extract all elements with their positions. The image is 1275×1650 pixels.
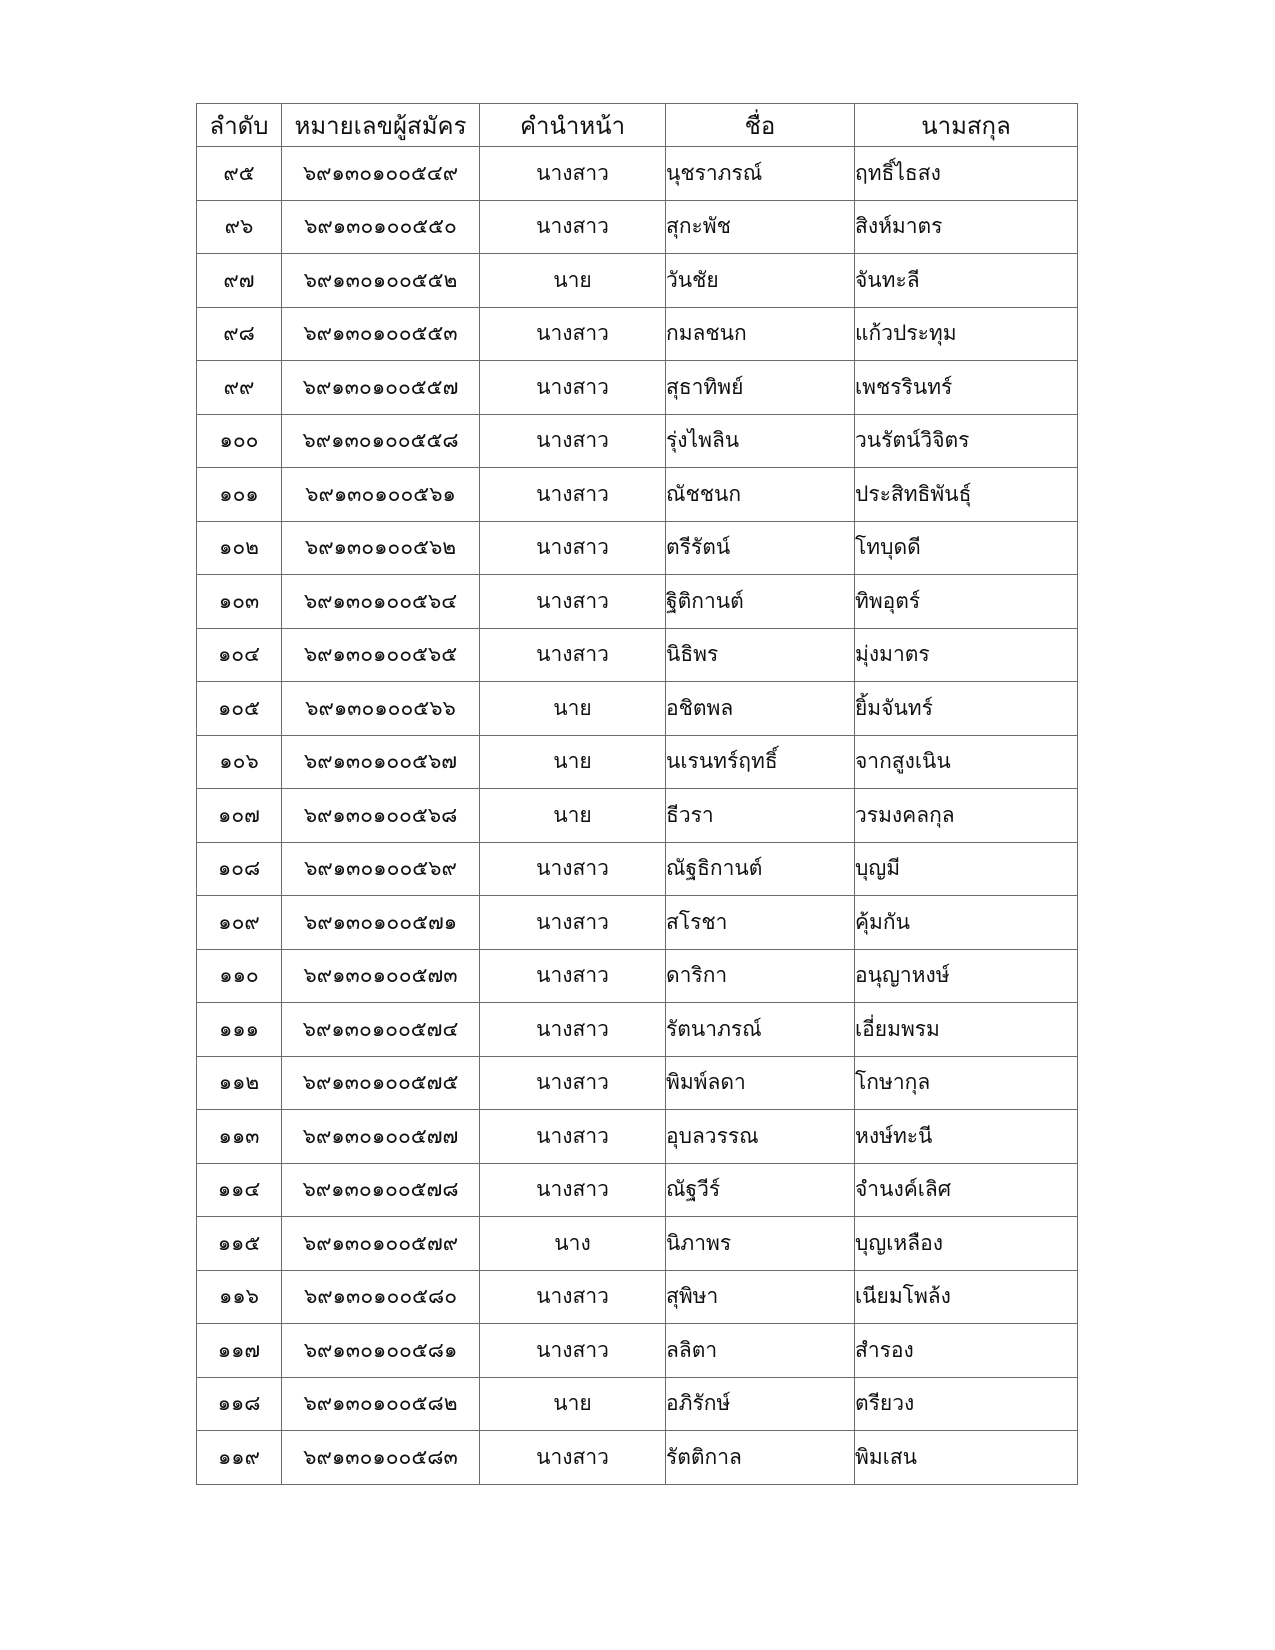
last-name-cell: มุ่งมาตร — [855, 628, 1078, 682]
title-cell: นางสาว — [480, 1431, 666, 1485]
first-name-cell: นเรนทร์ฤทธิ์ — [666, 735, 855, 789]
table-row — [197, 735, 1078, 789]
order-cell: ๑๐๘ — [197, 842, 282, 896]
first-name-cell: นิภาพร — [666, 1217, 855, 1271]
first-name-cell: สุธาทิพย์ — [666, 361, 855, 415]
title-cell: นางสาว — [480, 575, 666, 629]
applicant-number-cell: ๖๙๑๓๐๑๐๐๕๖๘ — [282, 789, 480, 843]
title-cell: นางสาว — [480, 147, 666, 201]
applicant-number-cell: ๖๙๑๓๐๑๐๐๕๕๓ — [282, 307, 480, 361]
table-row — [197, 1003, 1078, 1057]
applicant-number-cell: ๖๙๑๓๐๑๐๐๕๗๕ — [282, 1056, 480, 1110]
applicant-number-cell: ๖๙๑๓๐๑๐๐๕๕๗ — [282, 361, 480, 415]
last-name-cell: เอี่ยมพรม — [855, 1003, 1078, 1057]
order-cell: ๑๑๕ — [197, 1217, 282, 1271]
applicant-number-cell: ๖๙๑๓๐๑๐๐๕๗๙ — [282, 1217, 480, 1271]
title-cell: นางสาว — [480, 628, 666, 682]
table-header-row — [197, 104, 1078, 147]
first-name-cell: สุกะพัช — [666, 200, 855, 254]
order-cell: ๑๐๕ — [197, 682, 282, 736]
applicant-number-cell: ๖๙๑๓๐๑๐๐๕๘๓ — [282, 1431, 480, 1485]
first-name-cell: ดาริกา — [666, 949, 855, 1003]
applicant-number-cell: ๖๙๑๓๐๑๐๐๕๗๓ — [282, 949, 480, 1003]
table-row — [197, 307, 1078, 361]
order-cell: ๑๑๑ — [197, 1003, 282, 1057]
title-cell: นาย — [480, 1377, 666, 1431]
applicant-number-cell: ๖๙๑๓๐๑๐๐๕๗๗ — [282, 1110, 480, 1164]
last-name-cell: ทิพอุตร์ — [855, 575, 1078, 629]
last-name-cell: คุ้มกัน — [855, 896, 1078, 950]
applicant-number-cell: ๖๙๑๓๐๑๐๐๕๖๙ — [282, 842, 480, 896]
applicant-number-cell: ๖๙๑๓๐๑๐๐๕๕๐ — [282, 200, 480, 254]
first-name-cell: ณัฐธิกานต์ — [666, 842, 855, 896]
title-cell: นางสาว — [480, 842, 666, 896]
title-cell: นาย — [480, 254, 666, 308]
first-name-cell: สุพิษา — [666, 1270, 855, 1324]
header-title: คำนำหน้า — [480, 104, 666, 147]
first-name-cell: นุชราภรณ์ — [666, 147, 855, 201]
applicant-number-cell: ๖๙๑๓๐๑๐๐๕๖๕ — [282, 628, 480, 682]
first-name-cell: สโรชา — [666, 896, 855, 950]
table-row — [197, 789, 1078, 843]
first-name-cell: อุบลวรรณ — [666, 1110, 855, 1164]
table-body — [197, 147, 1078, 1485]
order-cell: ๑๑๗ — [197, 1324, 282, 1378]
table-row — [197, 1270, 1078, 1324]
first-name-cell: รัตติกาล — [666, 1431, 855, 1485]
last-name-cell: อนุญาหงษ์ — [855, 949, 1078, 1003]
title-cell: นางสาว — [480, 896, 666, 950]
header-last-name: นามสกุล — [855, 104, 1078, 147]
table-row — [197, 842, 1078, 896]
order-cell: ๑๑๖ — [197, 1270, 282, 1324]
order-cell: ๑๐๖ — [197, 735, 282, 789]
title-cell: นาง — [480, 1217, 666, 1271]
last-name-cell: บุญเหลือง — [855, 1217, 1078, 1271]
table-row — [197, 361, 1078, 415]
last-name-cell: โทบุดดี — [855, 521, 1078, 575]
order-cell: ๑๑๐ — [197, 949, 282, 1003]
applicant-number-cell: ๖๙๑๓๐๑๐๐๕๘๑ — [282, 1324, 480, 1378]
table-row — [197, 1431, 1078, 1485]
last-name-cell: วรมงคลกุล — [855, 789, 1078, 843]
title-cell: นางสาว — [480, 414, 666, 468]
title-cell: นางสาว — [480, 1110, 666, 1164]
first-name-cell: อชิตพล — [666, 682, 855, 736]
title-cell: นาย — [480, 682, 666, 736]
first-name-cell: ตรีรัตน์ — [666, 521, 855, 575]
table-row — [197, 1163, 1078, 1217]
last-name-cell: พิมเสน — [855, 1431, 1078, 1485]
last-name-cell: เนียมโพล้ง — [855, 1270, 1078, 1324]
first-name-cell: พิมพ์ลดา — [666, 1056, 855, 1110]
order-cell: ๑๐๗ — [197, 789, 282, 843]
table-row — [197, 414, 1078, 468]
table-row — [197, 896, 1078, 950]
title-cell: นางสาว — [480, 200, 666, 254]
first-name-cell: รุ่งไพลิน — [666, 414, 855, 468]
applicant-number-cell: ๖๙๑๓๐๑๐๐๕๖๗ — [282, 735, 480, 789]
table-row — [197, 254, 1078, 308]
title-cell: นางสาว — [480, 1324, 666, 1378]
table-row — [197, 949, 1078, 1003]
title-cell: นางสาว — [480, 1003, 666, 1057]
last-name-cell: จำนงค์เลิศ — [855, 1163, 1078, 1217]
last-name-cell: แก้วประทุม — [855, 307, 1078, 361]
order-cell: ๑๐๐ — [197, 414, 282, 468]
last-name-cell: สิงห์มาตร — [855, 200, 1078, 254]
first-name-cell: ฐิติกานต์ — [666, 575, 855, 629]
applicant-number-cell: ๖๙๑๓๐๑๐๐๕๖๖ — [282, 682, 480, 736]
title-cell: นางสาว — [480, 949, 666, 1003]
applicant-number-cell: ๖๙๑๓๐๑๐๐๕๖๔ — [282, 575, 480, 629]
order-cell: ๑๐๙ — [197, 896, 282, 950]
order-cell: ๑๑๔ — [197, 1163, 282, 1217]
title-cell: นาย — [480, 735, 666, 789]
order-cell: ๙๕ — [197, 147, 282, 201]
applicant-number-cell: ๖๙๑๓๐๑๐๐๕๗๘ — [282, 1163, 480, 1217]
first-name-cell: อภิรักษ์ — [666, 1377, 855, 1431]
applicant-number-cell: ๖๙๑๓๐๑๐๐๕๖๒ — [282, 521, 480, 575]
table-row — [197, 521, 1078, 575]
title-cell: นาย — [480, 789, 666, 843]
table-row — [197, 1056, 1078, 1110]
applicant-number-cell: ๖๙๑๓๐๑๐๐๕๕๘ — [282, 414, 480, 468]
table-row — [197, 200, 1078, 254]
last-name-cell: บุญมี — [855, 842, 1078, 896]
order-cell: ๑๐๓ — [197, 575, 282, 629]
applicant-number-cell: ๖๙๑๓๐๑๐๐๕๖๑ — [282, 468, 480, 522]
table-row — [197, 628, 1078, 682]
last-name-cell: เพชรรินทร์ — [855, 361, 1078, 415]
last-name-cell: จันทะลี — [855, 254, 1078, 308]
last-name-cell: จากสูงเนิน — [855, 735, 1078, 789]
table-row — [197, 147, 1078, 201]
title-cell: นางสาว — [480, 1056, 666, 1110]
order-cell: ๙๗ — [197, 254, 282, 308]
order-cell: ๙๘ — [197, 307, 282, 361]
order-cell: ๑๐๒ — [197, 521, 282, 575]
order-cell: ๑๐๔ — [197, 628, 282, 682]
last-name-cell: ยิ้มจันทร์ — [855, 682, 1078, 736]
applicant-number-cell: ๖๙๑๓๐๑๐๐๕๕๒ — [282, 254, 480, 308]
last-name-cell: ฤทธิ์ไธสง — [855, 147, 1078, 201]
title-cell: นางสาว — [480, 307, 666, 361]
last-name-cell: สำรอง — [855, 1324, 1078, 1378]
first-name-cell: กมลชนก — [666, 307, 855, 361]
title-cell: นางสาว — [480, 361, 666, 415]
last-name-cell: หงษ์ทะนี — [855, 1110, 1078, 1164]
order-cell: ๑๑๘ — [197, 1377, 282, 1431]
first-name-cell: ธีวรา — [666, 789, 855, 843]
title-cell: นางสาว — [480, 521, 666, 575]
last-name-cell: ประสิทธิพันธุ์ — [855, 468, 1078, 522]
applicant-number-cell: ๖๙๑๓๐๑๐๐๕๔๙ — [282, 147, 480, 201]
title-cell: นางสาว — [480, 468, 666, 522]
last-name-cell: โกษากุล — [855, 1056, 1078, 1110]
last-name-cell: ตรียวง — [855, 1377, 1078, 1431]
order-cell: ๑๐๑ — [197, 468, 282, 522]
applicant-table — [196, 103, 1078, 1485]
order-cell: ๙๖ — [197, 200, 282, 254]
order-cell: ๑๑๒ — [197, 1056, 282, 1110]
header-first-name: ชื่อ — [666, 104, 855, 147]
first-name-cell: นิธิพร — [666, 628, 855, 682]
applicant-number-cell: ๖๙๑๓๐๑๐๐๕๗๔ — [282, 1003, 480, 1057]
title-cell: นางสาว — [480, 1163, 666, 1217]
table-row — [197, 1377, 1078, 1431]
table-row — [197, 682, 1078, 736]
first-name-cell: ณัชชนก — [666, 468, 855, 522]
table-row — [197, 1217, 1078, 1271]
applicant-number-cell: ๖๙๑๓๐๑๐๐๕๘๒ — [282, 1377, 480, 1431]
order-cell: ๑๑๙ — [197, 1431, 282, 1485]
last-name-cell: วนรัตน์วิจิตร — [855, 414, 1078, 468]
header-applicant-number: หมายเลขผู้สมัคร — [282, 104, 480, 147]
order-cell: ๑๑๓ — [197, 1110, 282, 1164]
first-name-cell: ณัฐวีร์ — [666, 1163, 855, 1217]
table-row — [197, 468, 1078, 522]
title-cell: นางสาว — [480, 1270, 666, 1324]
header-order: ลำดับ — [197, 104, 282, 147]
table-row — [197, 1110, 1078, 1164]
first-name-cell: ลลิตา — [666, 1324, 855, 1378]
applicant-number-cell: ๖๙๑๓๐๑๐๐๕๗๑ — [282, 896, 480, 950]
first-name-cell: รัตนาภรณ์ — [666, 1003, 855, 1057]
table-row — [197, 1324, 1078, 1378]
applicant-number-cell: ๖๙๑๓๐๑๐๐๕๘๐ — [282, 1270, 480, 1324]
order-cell: ๙๙ — [197, 361, 282, 415]
table-row — [197, 575, 1078, 629]
first-name-cell: วันชัย — [666, 254, 855, 308]
